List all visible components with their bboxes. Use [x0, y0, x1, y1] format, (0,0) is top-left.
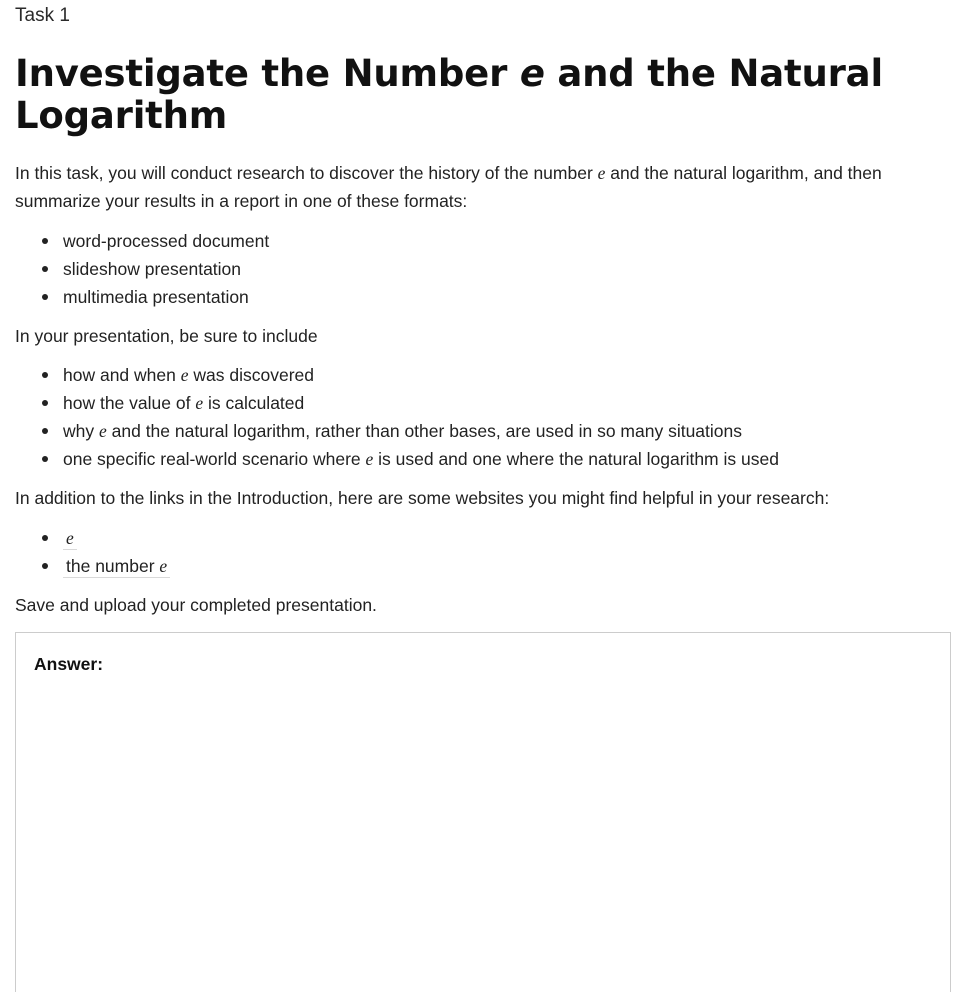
page-title	[15, 53, 935, 137]
format-label: word-processed document	[63, 231, 270, 251]
intro-text-before: In this task, you will conduct research to discover the history of the number	[15, 163, 598, 183]
title-variable-e: e	[519, 52, 545, 95]
bullet-icon	[42, 400, 48, 406]
save-instruction: Save and upload your completed presentation.	[15, 595, 377, 615]
list-item	[15, 255, 950, 283]
task-label: Task 1	[15, 5, 70, 26]
item-variable-e: e	[365, 449, 374, 469]
link-text-before: the number	[66, 556, 160, 576]
bullet-icon	[42, 428, 48, 434]
format-label: multimedia presentation	[63, 287, 249, 307]
title-text-after: and the Natural Logarithm	[15, 52, 883, 137]
answer-box	[15, 632, 951, 992]
bullet-icon	[42, 266, 48, 272]
item-variable-e: e	[180, 365, 189, 385]
item-text-before: one specific real-world scenario where	[63, 449, 366, 469]
item-text-after: was discovered	[188, 365, 314, 385]
link-e[interactable]	[63, 528, 77, 550]
include-list	[15, 361, 950, 473]
intro-variable-e: e	[597, 163, 606, 183]
link-variable-e: e	[66, 528, 74, 548]
bullet-icon	[42, 535, 48, 541]
list-item	[15, 552, 950, 580]
bullet-icon	[42, 563, 48, 569]
bullet-icon	[42, 456, 48, 462]
item-text-after: is used and one where the natural logarithm is used	[373, 449, 779, 469]
item-text-after: and the natural logarithm, rather than other bases, are used in so many situations	[106, 421, 742, 441]
item-text-before: why	[63, 421, 99, 441]
list-item	[15, 389, 950, 417]
format-label: slideshow presentation	[63, 259, 242, 279]
answer-input[interactable]	[34, 685, 932, 991]
include-intro: In your presentation, be sure to include	[15, 326, 318, 346]
link-the-number-e[interactable]	[63, 556, 170, 578]
intro-paragraph	[15, 159, 950, 215]
list-item	[15, 417, 950, 445]
bullet-icon	[42, 238, 48, 244]
list-item	[15, 283, 950, 311]
intro-text-after: and the natural logarithm, and then summarize your results in a report in one of these formats:	[15, 163, 882, 211]
item-variable-e: e	[98, 421, 107, 441]
item-variable-e: e	[195, 393, 204, 413]
title-text-before: Investigate the Number	[15, 52, 520, 95]
list-item	[15, 445, 950, 473]
bullet-icon	[42, 372, 48, 378]
resource-links-list	[15, 524, 950, 580]
item-text-after: is calculated	[203, 393, 305, 413]
item-text-before: how and when	[63, 365, 181, 385]
list-item	[15, 361, 950, 389]
bullet-icon	[42, 294, 48, 300]
formats-list	[15, 227, 950, 311]
answer-label: Answer:	[34, 654, 104, 674]
websites-intro: In addition to the links in the Introduction, here are some websites you might find helpful in your research:	[15, 488, 830, 508]
item-text-before: how the value of	[63, 393, 196, 413]
list-item	[15, 524, 950, 552]
list-item	[15, 227, 950, 255]
link-variable-e: e	[159, 556, 168, 576]
